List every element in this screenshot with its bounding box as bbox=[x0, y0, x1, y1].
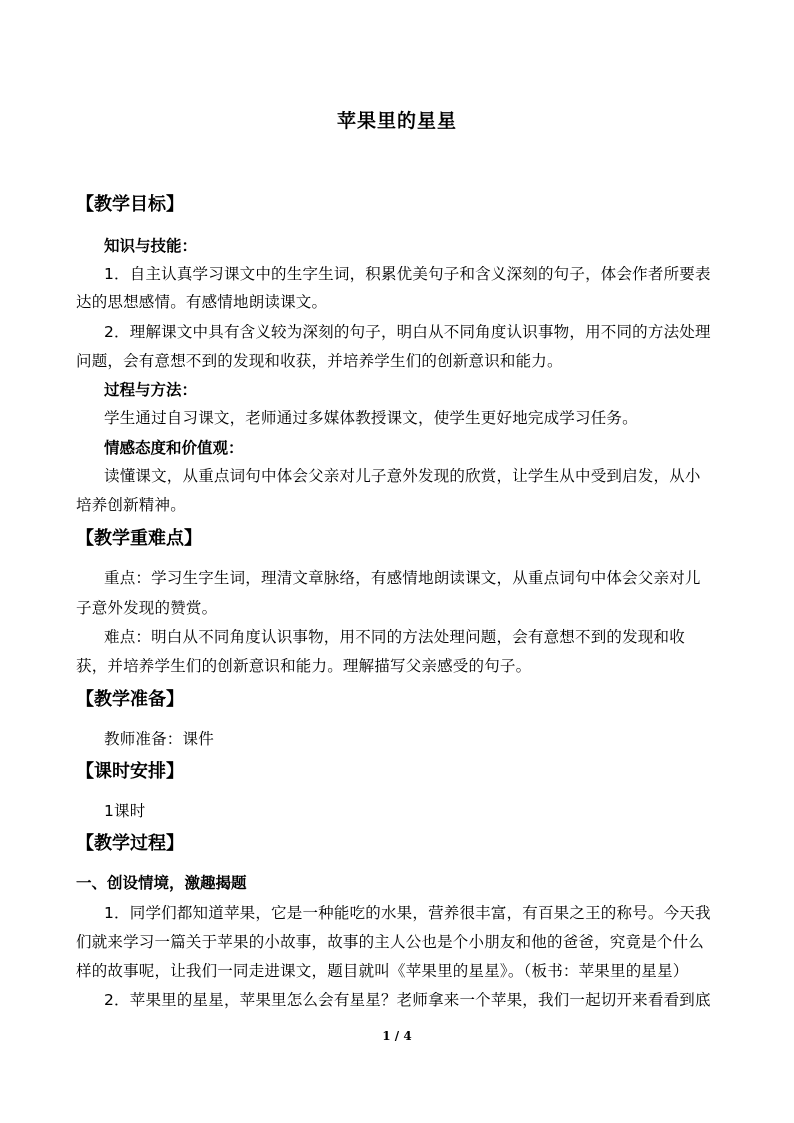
knowledge-label: 知识与技能： bbox=[104, 237, 198, 255]
emotion-label: 情感态度和价值观： bbox=[104, 439, 244, 457]
process-method-label: 过程与方法： bbox=[104, 381, 198, 399]
page-title: 苹果里的星星 bbox=[336, 110, 457, 132]
emotion-text-line-1: 读懂课文，从重点词句中体会父亲对儿子意外发现的欣赏，让学生从中受到启发，从小 bbox=[104, 467, 701, 485]
knowledge-item-1-line-1: 1．自主认真学习课文中的生字生词，积累优美句子和含义深刻的句子，体会作者所要表 bbox=[104, 265, 711, 283]
heading-preparation: 【教学准备】 bbox=[76, 689, 184, 710]
process-paragraph-1-line-2: 们就来学习一篇关于苹果的小故事，故事的主人公也是个小朋友和他的爸爸，究竟是个什么 bbox=[76, 933, 705, 951]
page-number: 1 / 4 bbox=[382, 1029, 412, 1043]
knowledge-item-1-line-2: 达的思想感情。有感情地朗读课文。 bbox=[76, 293, 328, 311]
process-section-1-title: 一、创设情境，激趣揭题 bbox=[76, 874, 247, 892]
heading-key-points: 【教学重难点】 bbox=[76, 528, 202, 549]
heading-process: 【教学过程】 bbox=[76, 833, 184, 854]
process-paragraph-2-line-1: 2．苹果里的星星，苹果里怎么会有星星？老师拿来一个苹果，我们一起切开来看看到底 bbox=[104, 991, 711, 1009]
focus-line-2: 子意外发现的赞赏。 bbox=[76, 599, 218, 617]
preparation-text: 教师准备：课件 bbox=[104, 730, 214, 748]
process-method-text: 学生通过自习课文，老师通过多媒体教授课文，使学生更好地完成学习任务。 bbox=[104, 409, 638, 427]
heading-schedule: 【课时安排】 bbox=[76, 761, 184, 782]
emotion-text-line-2: 培养创新精神。 bbox=[76, 496, 186, 514]
knowledge-item-2-line-1: 2．理解课文中具有含义较为深刻的句子，明白从不同角度认识事物，用不同的方法处理 bbox=[104, 323, 711, 341]
process-paragraph-1-line-3: 样的故事呢，让我们一同走进课文，题目就叫《苹果里的星星》。（板书：苹果里的星星） bbox=[76, 962, 689, 980]
knowledge-item-2-line-2: 问题，会有意想不到的发现和收获，并培养学生们的创新意识和能力。 bbox=[76, 352, 563, 370]
process-paragraph-1-line-1: 1．同学们都知道苹果，它是一种能吃的水果，营养很丰富，有百果之王的称号。今天我 bbox=[104, 904, 711, 922]
difficulty-line-2: 获，并培养学生们的创新意识和能力。理解描写父亲感受的句子。 bbox=[76, 657, 532, 675]
difficulty-line-1: 难点：明白从不同角度认识事物，用不同的方法处理问题，会有意想不到的发现和收 bbox=[104, 628, 685, 646]
heading-objectives: 【教学目标】 bbox=[76, 194, 184, 215]
focus-line-1: 重点：学习生字生词，理清文章脉络，有感情地朗读课文，从重点词句中体会父亲对儿 bbox=[104, 569, 701, 587]
schedule-text: 1课时 bbox=[104, 802, 146, 820]
